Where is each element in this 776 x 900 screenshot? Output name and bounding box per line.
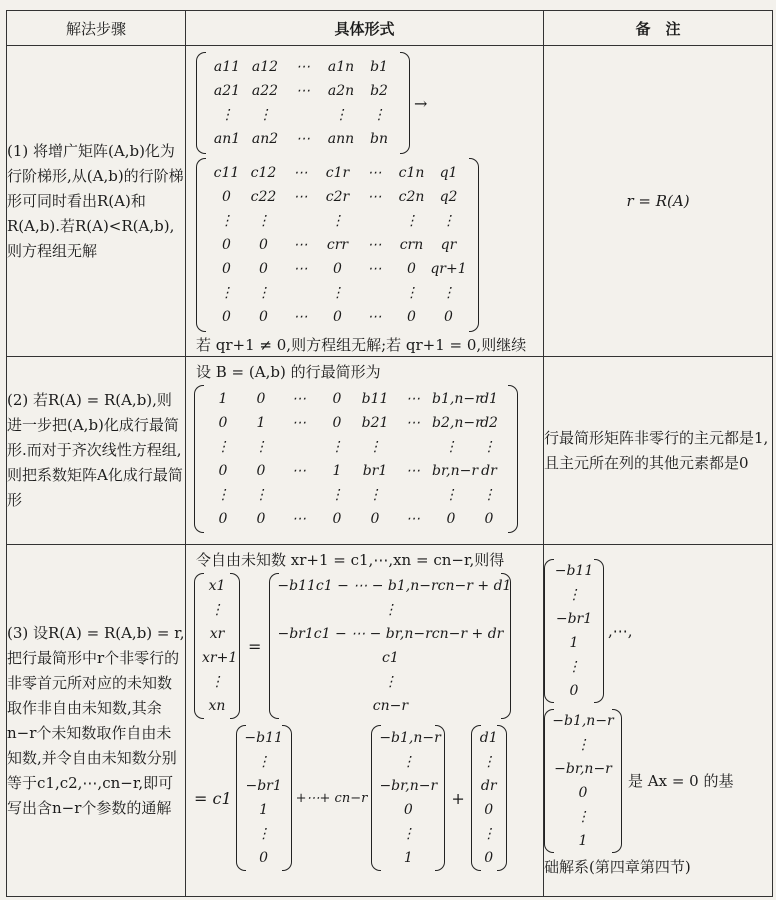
note-vector-2-cell: ⋮ bbox=[576, 809, 590, 825]
echelon-matrix-cell: 0 bbox=[222, 237, 231, 253]
augmented-matrix bbox=[196, 52, 410, 154]
basis-vector-2-cell: 1 bbox=[403, 850, 413, 866]
reduced-matrix-cell: ⋮ bbox=[444, 487, 458, 503]
augmented-matrix-cell: ⋮ bbox=[372, 107, 386, 123]
echelon-matrix-cell: ⋮ bbox=[404, 285, 419, 301]
echelon-matrix-cell: ⋯ bbox=[293, 237, 308, 253]
header-row bbox=[7, 11, 773, 46]
header-steps: 解法步骤 bbox=[7, 11, 186, 46]
reduced-matrix-cell: 0 bbox=[218, 463, 228, 479]
echelon-matrix-cell: ⋯ bbox=[367, 261, 382, 277]
augmented-matrix-cell: a11 bbox=[213, 59, 241, 75]
reduced-matrix-cell: b1,n−r bbox=[432, 391, 482, 407]
reduced-matrix-cell: ⋯ bbox=[292, 463, 306, 479]
step-2-text: (2) 若R(A) = R(A,b),则进一步把(A,b)化成行最简形.而对于齐次线性方程组,则把系数矩阵A化成行最简形 bbox=[7, 357, 186, 545]
reduced-matrix-cell: d2 bbox=[480, 415, 498, 431]
note-tail: 是 Ax = 0 的基 bbox=[628, 771, 734, 790]
x-vector-cell: ⋮ bbox=[210, 674, 224, 690]
echelon-matrix-cell: ⋮ bbox=[441, 213, 456, 229]
note-vector-1-cell: −b11 bbox=[554, 563, 594, 579]
reduced-matrix-cell: ⋮ bbox=[482, 487, 496, 503]
form-2 bbox=[186, 357, 544, 545]
echelon-matrix-cell: 0 bbox=[222, 309, 231, 325]
echelon-matrix-cell: 0 bbox=[259, 237, 268, 253]
augmented-matrix-cell: ⋮ bbox=[220, 107, 234, 123]
reduced-matrix-cell: 0 bbox=[332, 511, 342, 527]
echelon-matrix-cell: ⋮ bbox=[441, 285, 456, 301]
augmented-matrix-cell: ⋮ bbox=[258, 107, 272, 123]
reduced-matrix-cell: 0 bbox=[446, 511, 456, 527]
note-vector-1-cell: 1 bbox=[569, 635, 579, 651]
row-step-1 bbox=[7, 46, 773, 357]
reduced-matrix-cell: ⋮ bbox=[254, 487, 268, 503]
reduced-matrix-cell: ⋮ bbox=[368, 439, 382, 455]
reduced-matrix-cell: br1 bbox=[362, 463, 388, 479]
echelon-matrix-cell bbox=[282, 209, 319, 233]
augmented-matrix-cell: a2n bbox=[327, 83, 355, 99]
echelon-matrix-cell: c1n bbox=[398, 165, 425, 181]
basis-vector-1-cell: 0 bbox=[259, 850, 269, 866]
augmented-matrix-cell: b2 bbox=[370, 83, 388, 99]
note-vector-1-cell: 0 bbox=[569, 683, 579, 699]
solution-vector-cell: −br1c1 − ⋯ − br,n−rcn−r + dr bbox=[277, 626, 504, 642]
echelon-matrix-cell bbox=[356, 209, 393, 233]
echelon-matrix-cell: ⋯ bbox=[367, 237, 382, 253]
reduced-matrix bbox=[194, 385, 518, 533]
basis-vector-1-cell: 1 bbox=[259, 802, 269, 818]
echelon-matrix-cell: ⋯ bbox=[293, 189, 308, 205]
header-form: 具体形式 bbox=[186, 11, 544, 46]
reduced-matrix-cell: ⋮ bbox=[444, 439, 458, 455]
augmented-matrix-cell: an2 bbox=[251, 131, 279, 147]
echelon-matrix-cell: ⋮ bbox=[219, 285, 234, 301]
basis-vector-2-cell: −br,n−r bbox=[379, 778, 438, 794]
plus-dots: +⋯+ cn−r bbox=[295, 790, 368, 806]
reduced-matrix-cell: ⋯ bbox=[292, 391, 306, 407]
form-3 bbox=[186, 545, 544, 897]
note-vector-2-cell: ⋮ bbox=[576, 737, 590, 753]
echelon-matrix-cell: c1r bbox=[325, 165, 350, 181]
echelon-matrix-cell bbox=[356, 281, 393, 305]
reduced-matrix-cell: ⋯ bbox=[406, 463, 420, 479]
echelon-matrix-cell: ⋯ bbox=[367, 189, 382, 205]
reduced-matrix-cell: 0 bbox=[484, 511, 494, 527]
echelon-matrix-cell: ⋯ bbox=[293, 261, 308, 277]
x-vector-cell: xr+1 bbox=[202, 650, 238, 666]
cropped-top-strip bbox=[0, 0, 776, 10]
note-vector-2-cell: −b1,n−r bbox=[552, 713, 614, 729]
solution-vector-cell: cn−r bbox=[372, 698, 409, 714]
particular-vector-cell: ⋮ bbox=[481, 826, 496, 842]
step-3-text: (3) 设R(A) = R(A,b) = r,把行最简形中r个非零行的非零首元所对应的未知数取作非自由未知数,其余n−r个未知数取作自由未知数,并令自由未知数分别等于c1,c2,⋯,cn−r,即可写出含n−r个参数的通解 bbox=[7, 545, 186, 897]
augmented-matrix-cell bbox=[284, 103, 322, 127]
solution-steps-table bbox=[6, 10, 773, 897]
particular-vector-cell: 0 bbox=[484, 850, 494, 866]
echelon-matrix-cell: 0 bbox=[259, 309, 268, 325]
basis-vector-1-cell: ⋮ bbox=[256, 826, 271, 842]
plus-sign: + bbox=[451, 788, 465, 808]
echelon-matrix-cell: 0 bbox=[333, 309, 342, 325]
reduced-matrix-cell: ⋮ bbox=[216, 439, 230, 455]
x-vector-cell: xn bbox=[208, 698, 226, 714]
echelon-matrix-cell: q2 bbox=[439, 189, 458, 205]
reduced-matrix-cell: 0 bbox=[332, 391, 342, 407]
augmented-matrix-cell: ⋮ bbox=[334, 107, 348, 123]
reduced-matrix-cell: 0 bbox=[370, 511, 380, 527]
reduced-matrix-cell: b2,n−r bbox=[432, 415, 482, 431]
particular-vector-cell: 0 bbox=[484, 802, 494, 818]
arrow-icon: → bbox=[414, 93, 428, 113]
reduced-matrix-cell: ⋯ bbox=[406, 391, 420, 407]
echelon-matrix-cell: q1 bbox=[439, 165, 458, 181]
reduced-matrix-cell: ⋯ bbox=[292, 415, 306, 431]
echelon-matrix-cell: ⋮ bbox=[219, 213, 234, 229]
note-dots: ,⋯, bbox=[608, 621, 633, 640]
x-vector-cell: x1 bbox=[208, 578, 226, 594]
x-vector bbox=[194, 573, 240, 719]
solution-vector-cell: c1 bbox=[382, 650, 399, 666]
augmented-matrix-cell: b1 bbox=[370, 59, 388, 75]
echelon-matrix-cell: crn bbox=[399, 237, 424, 253]
reduced-matrix-cell bbox=[280, 435, 318, 459]
reduced-matrix-cell: dr bbox=[481, 463, 497, 479]
echelon-matrix-cell: 0 bbox=[407, 261, 416, 277]
echelon-matrix-cell: c2r bbox=[325, 189, 350, 205]
reduced-matrix-cell: ⋮ bbox=[482, 439, 496, 455]
echelon-matrix-cell: c22 bbox=[250, 189, 277, 205]
reduced-matrix-cell: 1 bbox=[218, 391, 228, 407]
augmented-matrix-cell: ⋯ bbox=[296, 59, 310, 75]
caption-3: 令自由未知数 xr+1 = c1,⋯,xn = cn−r,则得 bbox=[196, 551, 505, 569]
echelon-matrix-cell: 0 bbox=[259, 261, 268, 277]
augmented-matrix-cell: a1n bbox=[327, 59, 355, 75]
note-vector-2-cell: 1 bbox=[578, 833, 588, 849]
row-step-2 bbox=[7, 357, 773, 545]
reduced-matrix-cell: ⋮ bbox=[254, 439, 268, 455]
reduced-matrix-cell: br,n−r bbox=[432, 463, 479, 479]
reduced-matrix-cell: 0 bbox=[218, 415, 228, 431]
equals-sign: = bbox=[248, 636, 262, 656]
reduced-matrix-cell: 0 bbox=[256, 391, 266, 407]
echelon-matrix-cell: qr bbox=[440, 237, 457, 253]
note-1-text: r = R(A) bbox=[626, 191, 690, 210]
reduced-matrix-cell: ⋮ bbox=[330, 439, 344, 455]
reduced-matrix-cell: ⋮ bbox=[216, 487, 230, 503]
basis-vector-2-cell: 0 bbox=[403, 802, 413, 818]
echelon-matrix-cell: 0 bbox=[222, 189, 231, 205]
step-1-text: (1) 将增广矩阵(A,b)化为行阶梯形,从(A,b)的行阶梯形可同时看出R(A)和R(A,b).若R(A)<R(A,b),则方程组无解 bbox=[7, 46, 186, 357]
reduced-matrix-cell bbox=[280, 483, 318, 507]
note-1 bbox=[544, 46, 773, 357]
echelon-matrix bbox=[196, 158, 479, 332]
echelon-matrix-cell: ⋮ bbox=[330, 213, 345, 229]
header-notes: 备 注 bbox=[544, 11, 773, 46]
eq2-prefix: = c1 bbox=[194, 788, 232, 808]
reduced-matrix-cell: ⋮ bbox=[330, 487, 344, 503]
echelon-matrix-cell: ⋯ bbox=[293, 309, 308, 325]
augmented-matrix-cell: a12 bbox=[251, 59, 279, 75]
x-vector-cell: xr bbox=[209, 626, 225, 642]
reduced-matrix-cell: d1 bbox=[480, 391, 498, 407]
echelon-matrix-cell: ⋮ bbox=[330, 285, 345, 301]
note-3 bbox=[544, 545, 773, 897]
particular-vector-cell: ⋮ bbox=[481, 754, 496, 770]
echelon-matrix-cell: ⋯ bbox=[367, 165, 382, 181]
note-vector-1-cell: ⋮ bbox=[567, 659, 581, 675]
note-vector-2 bbox=[544, 709, 622, 853]
augmented-matrix-cell: ⋯ bbox=[296, 83, 310, 99]
reduced-matrix-cell: b11 bbox=[361, 391, 389, 407]
echelon-matrix-cell: ⋯ bbox=[293, 165, 308, 181]
particular-vector bbox=[471, 725, 507, 871]
solution-vector-cell: ⋮ bbox=[383, 602, 398, 618]
augmented-matrix-cell: bn bbox=[370, 131, 388, 147]
basis-vector-1-cell: −b11 bbox=[244, 730, 283, 746]
basis-vector-2-cell: −b1,n−r bbox=[379, 730, 441, 746]
echelon-matrix-cell: qr+1 bbox=[430, 261, 467, 277]
echelon-matrix-cell: 0 bbox=[333, 261, 342, 277]
echelon-matrix-cell: 0 bbox=[407, 309, 416, 325]
basis-vector-1 bbox=[236, 725, 292, 871]
note-tail-2: 础解系(第四章第四节) bbox=[544, 858, 691, 876]
echelon-matrix-cell: ⋮ bbox=[404, 213, 419, 229]
basis-vector-1-cell: ⋮ bbox=[256, 754, 271, 770]
note-vector-2-cell: 0 bbox=[578, 785, 588, 801]
augmented-matrix-cell: ⋯ bbox=[296, 131, 310, 147]
reduced-matrix-cell: ⋯ bbox=[292, 511, 306, 527]
particular-vector-cell: d1 bbox=[479, 730, 498, 746]
solution-vector bbox=[269, 573, 511, 719]
echelon-matrix-cell: 0 bbox=[222, 261, 231, 277]
augmented-matrix-cell: an1 bbox=[213, 131, 241, 147]
solution-vector-cell: −b11c1 − ⋯ − b1,n−rcn−r + d1 bbox=[277, 578, 512, 594]
reduced-matrix-cell: ⋯ bbox=[406, 511, 420, 527]
basis-vector-2 bbox=[371, 725, 445, 871]
note-vector-1-cell: ⋮ bbox=[567, 587, 581, 603]
echelon-matrix-cell: ⋮ bbox=[256, 213, 271, 229]
solution-vector-cell: ⋮ bbox=[383, 674, 398, 690]
note-vector-1 bbox=[544, 559, 604, 703]
echelon-matrix-cell bbox=[282, 281, 319, 305]
note-vector-2-cell: −br,n−r bbox=[554, 761, 612, 777]
echelon-matrix-cell: crr bbox=[326, 237, 349, 253]
note-2-text: 行最简形矩阵非零行的主元都是1,且主元所在列的其他元素都是0 bbox=[544, 357, 773, 545]
particular-vector-cell: dr bbox=[480, 778, 497, 794]
reduced-matrix-cell: 0 bbox=[256, 511, 266, 527]
row-step-3 bbox=[7, 545, 773, 897]
echelon-matrix-cell: c12 bbox=[250, 165, 277, 181]
reduced-matrix-cell: ⋯ bbox=[406, 415, 420, 431]
x-vector-cell: ⋮ bbox=[210, 602, 224, 618]
augmented-matrix-cell: ann bbox=[327, 131, 355, 147]
reduced-matrix-cell: ⋮ bbox=[368, 487, 382, 503]
echelon-matrix-cell: c2n bbox=[398, 189, 425, 205]
reduced-matrix-cell bbox=[394, 483, 432, 507]
augmented-matrix-cell: a22 bbox=[251, 83, 279, 99]
echelon-matrix-cell: ⋯ bbox=[367, 309, 382, 325]
caption-1: 若 qr+1 ≠ 0,则方程组无解;若 qr+1 = 0,则继续 bbox=[196, 336, 527, 354]
basis-vector-1-cell: −br1 bbox=[245, 778, 282, 794]
reduced-matrix-cell: 0 bbox=[218, 511, 228, 527]
note-vector-1-cell: −br1 bbox=[555, 611, 593, 627]
reduced-matrix-cell: 1 bbox=[256, 415, 266, 431]
reduced-matrix-cell bbox=[394, 435, 432, 459]
reduced-matrix-cell: b21 bbox=[361, 415, 389, 431]
echelon-matrix-cell: c11 bbox=[213, 165, 240, 181]
reduced-matrix-cell: 1 bbox=[332, 463, 342, 479]
caption-2: 设 B = (A,b) 的行最简形为 bbox=[196, 363, 381, 381]
form-1 bbox=[186, 46, 544, 357]
basis-vector-2-cell: ⋮ bbox=[401, 754, 416, 770]
echelon-matrix-cell: ⋮ bbox=[256, 285, 271, 301]
augmented-matrix-cell: a21 bbox=[213, 83, 241, 99]
reduced-matrix-cell: 0 bbox=[256, 463, 266, 479]
reduced-matrix-cell: 0 bbox=[332, 415, 342, 431]
echelon-matrix-cell: 0 bbox=[444, 309, 453, 325]
basis-vector-2-cell: ⋮ bbox=[401, 826, 416, 842]
